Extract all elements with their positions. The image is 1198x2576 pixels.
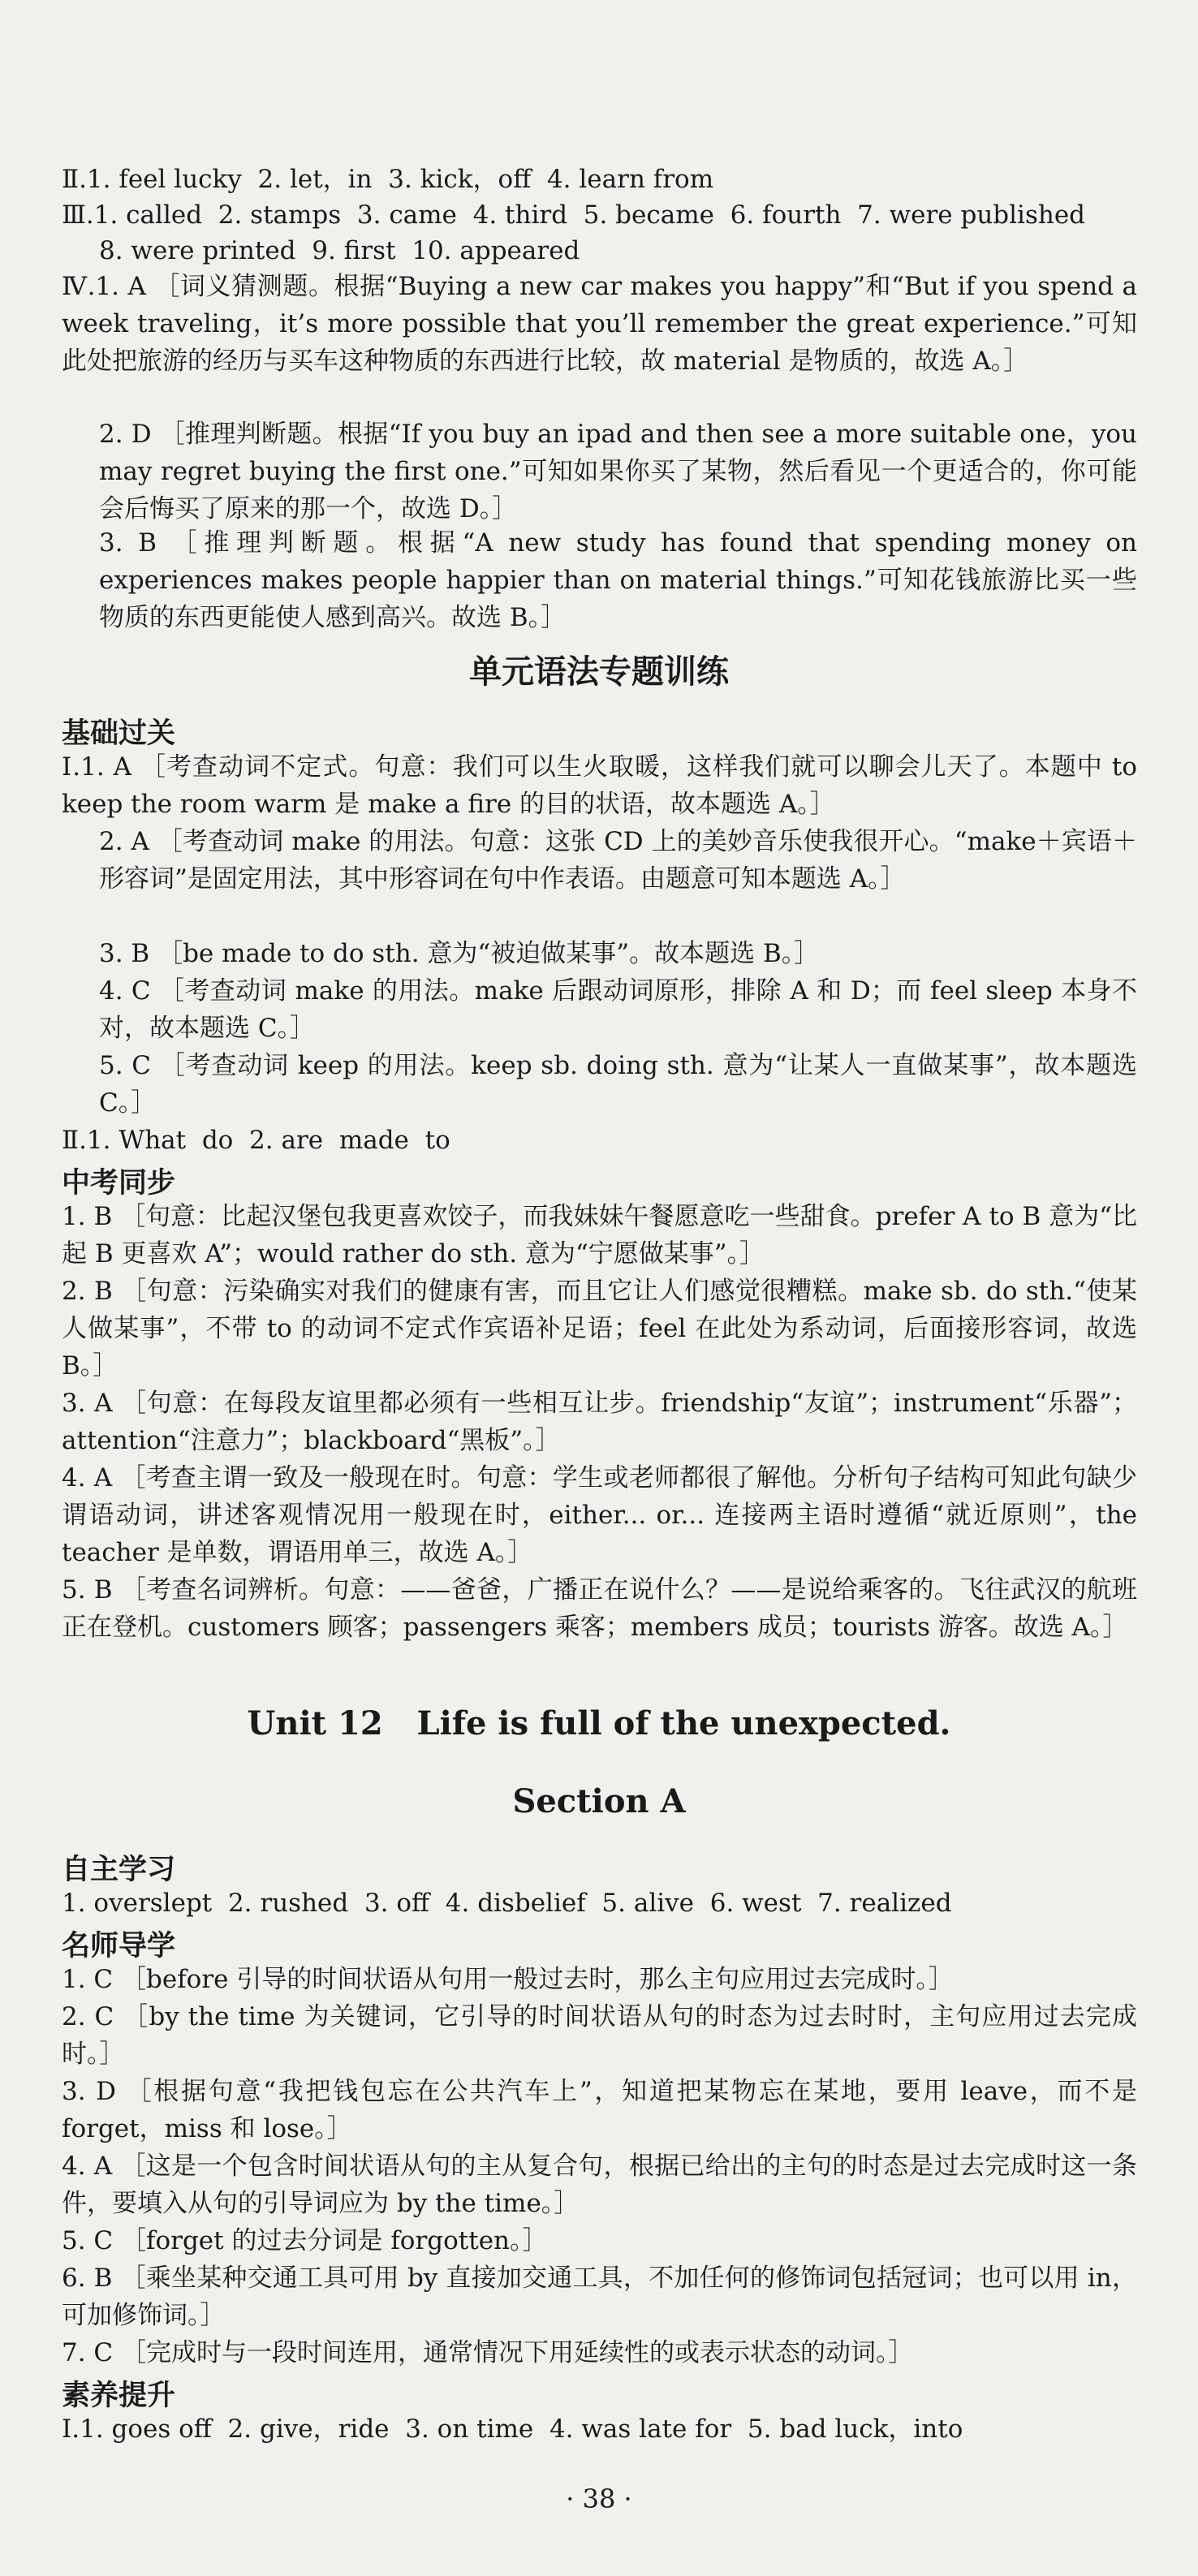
zizhu-answers: 1. overslept 2. rushed 3. off 4. disbelief 5. alive 6. west 7. realized: [62, 1889, 952, 1918]
section-a-title: Section A: [512, 1782, 686, 1820]
zhongkao-answer-5: 5. B ［考查名词辨析。句意：——爸爸，广播正在说什么？——是说给乘客的。飞往武汉的航班正在登机。customers 顾客；passengers 乘客；members 成员；tourists 游客。故选 A。］: [62, 1575, 1137, 1642]
grammar-answer-ii: Ⅱ.1. What do 2. are made to: [62, 1126, 450, 1155]
grammar-answer-2: 2. A ［考查动词 make 的用法。句意：这张 CD 上的美妙音乐使我很开心。“make＋宾语＋形容词”是固定用法，其中形容词在句中作表语。由题意可知本题选 A。］: [99, 827, 1137, 894]
zhongkao-answer-3: 3. A ［句意：在每段友谊里都必须有一些相互让步。friendship“友谊”；instrument“乐器”；attention“注意力”；blackboard“黑板”。］: [62, 1389, 1137, 1455]
answer-line-iii: Ⅲ.1. called 2. stamps 3. came 4. third 5. became 6. fourth 7. were published: [62, 200, 1086, 230]
subheading-zizhu: 自主学习: [62, 1854, 176, 1886]
grammar-answer-5: 5. C ［考查动词 keep 的用法。keep sb. doing sth. 意为“让某人一直做某事”，故本题选 C。］: [99, 1051, 1137, 1118]
mingshi-answer-6: 6. B ［乘坐某种交通工具可用 by 直接加交通工具，不加任何的修饰词包括冠词；也可以用 in，可加修饰词。］: [62, 2264, 1137, 2330]
grammar-answer-4: 4. C ［考查动词 make 的用法。make 后跟动词原形，排除 A 和 D；而 feel sleep 本身不对，故本题选 C。］: [99, 976, 1137, 1043]
mingshi-answer-2: 2. C ［by the time 为关键词，它引导的时间状语从句的时态为过去时时，主句应用过去完成时。］: [62, 2002, 1137, 2069]
section-title-grammar: 单元语法专题训练: [469, 653, 729, 691]
subheading-jichu: 基础过关: [62, 717, 176, 750]
mingshi-answer-7: 7. C ［完成时与一段时间连用，通常情况下用延续性的或表示状态的动词。］: [62, 2338, 914, 2367]
mingshi-answer-4: 4. A ［这是一个包含时间状语从句的主从复合句，根据已给出的主句的时态是过去完成时这一条件，要填入从句的引导词应为 by the time。］: [62, 2152, 1137, 2218]
zhongkao-answer-2: 2. B ［句意：污染确实对我们的健康有害，而且它让人们感觉很糟糕。make sb. do sth.“使某人做某事”，不带 to 的动词不定式作宾语补足语；feel 在此处为系动词，后面接形容词，故选 B。］: [62, 1277, 1137, 1381]
answer-iv-1: Ⅳ.1. A ［词义猜测题。根据“Buying a new car makes you happy”和“But if you spend a week traveling，it’s more possible that you’ll remember the great experience.”可知此处把旅游的经历与买车这种物质的东西进行比较，故 material 是物质的，故选 A。］: [62, 272, 1137, 376]
answer-line-iii-cont: 8. were printed 9. first 10. appeared: [99, 236, 580, 265]
answer-line-ii: Ⅱ.1. feel lucky 2. let，in 3. kick，off 4. learn from: [62, 165, 714, 194]
subheading-suyang: 素养提升: [62, 2380, 176, 2412]
mingshi-answer-5: 5. C ［forget 的过去分词是 forgotten。］: [62, 2226, 548, 2255]
answer-iv-2: 2. D ［推理判断题。根据“If you buy an ipad and then see a more suitable one，you may regret buying the first one.”可知如果你买了某物，然后看见一个更适合的，你可能会后悔买了原来的那一个，故选 D。］: [99, 420, 1137, 523]
mingshi-answer-1: 1. C ［before 引导的时间状语从句用一般过去时，那么主句应用过去完成时。］: [62, 1965, 954, 1994]
subheading-mingshi: 名师导学: [62, 1930, 176, 1962]
zhongkao-answer-4: 4. A ［考查主谓一致及一般现在时。句意：学生或老师都很了解他。分析句子结构可知此句缺少谓语动词，讲述客观情况用一般现在时，either... or... 连接两主语时遵循“就近原则”，the teacher 是单数，谓语用单三，故选 A。］: [62, 1463, 1137, 1567]
unit-title: Unit 12 Life is full of the unexpected.: [247, 1704, 951, 1742]
suyang-answers: Ⅰ.1. goes off 2. give，ride 3. on time 4. was late for 5. bad luck，into: [62, 2414, 963, 2444]
mingshi-answer-3: 3. D ［根据句意“我把钱包忘在公共汽车上”，知道把某物忘在某地，要用 leave，而不是 forget，miss 和 lose。］: [62, 2077, 1137, 2143]
subheading-zhongkao: 中考同步: [62, 1167, 176, 1200]
zhongkao-answer-1: 1. B ［句意：比起汉堡包我更喜欢饺子，而我妹妹午餐愿意吃一些甜食。prefer A to B 意为“比起 B 更喜欢 A”；would rather do sth. 意为“宁愿做某事”。］: [62, 1202, 1137, 1269]
answer-iv-3: 3. B ［推理判断题。根据“A new study has found that spending money on experiences makes people happier than on material things.”可知花钱旅游比买一些物质的东西更能使人感到高兴。故选 B。］: [99, 528, 1137, 632]
grammar-answer-1: Ⅰ.1. A ［考查动词不定式。句意：我们可以生火取暖，这样我们就可以聊会儿天了。本题中 to keep the room warm 是 make a fire 的目的状语，故本题选 A。］: [62, 752, 1137, 819]
page-number: · 38 ·: [566, 2483, 632, 2514]
grammar-answer-3: 3. B ［be made to do sth. 意为“被迫做某事”。故本题选 B。］: [99, 939, 820, 968]
